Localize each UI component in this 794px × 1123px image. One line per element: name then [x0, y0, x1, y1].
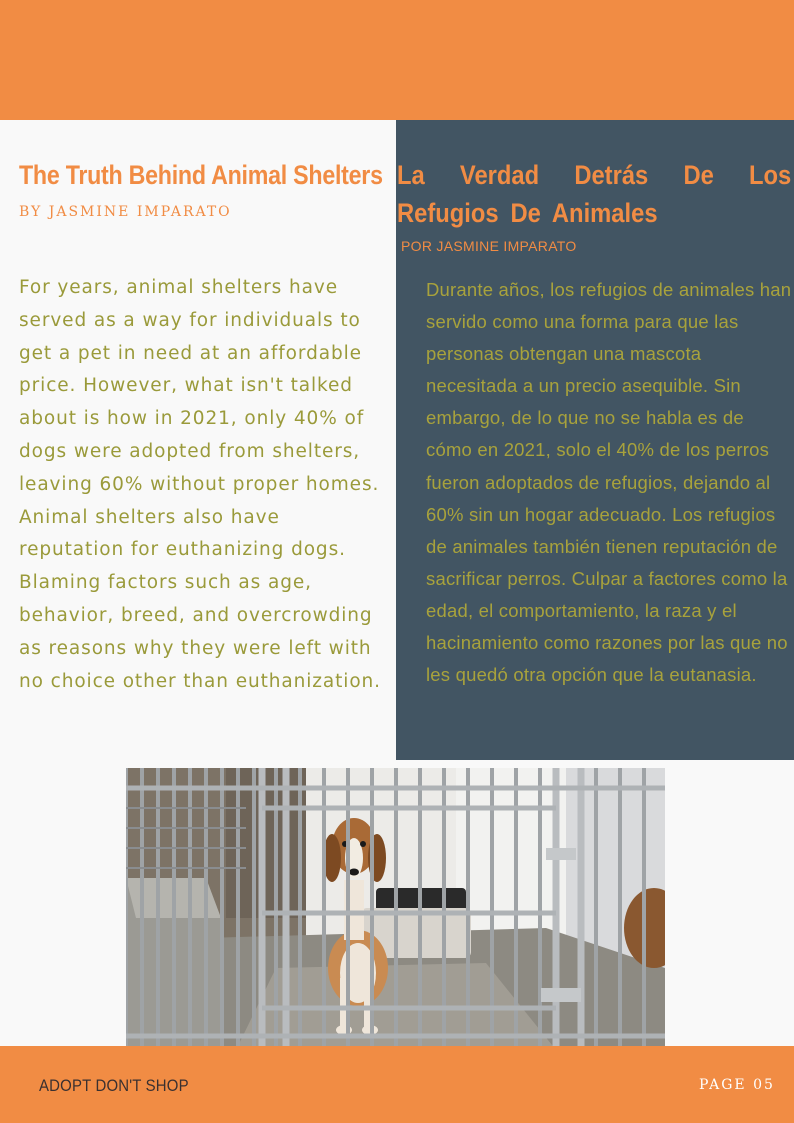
spanish-body: Durante años, los refugios de animales han servido como una forma para que las personas obtengan una mascota necesitada a un precio asequible. Sin embargo, de lo que no se habla es de cómo en 2021, solo el 40% de los perros fueron adoptados de refugios, dejando al 60% sin un hogar adecuado. Los refugios de animales también tienen reputación de sacrificar perros. Culpar a factores como la edad, el comportamiento, la raza y el hacinamiento como razones por las que no les quedó otra opción que la eutanasia. — [426, 279, 792, 686]
english-title: The Truth Behind Animal Shelters — [19, 160, 383, 190]
spanish-title: La Verdad Detrás De Los Refugios De Animales — [397, 160, 792, 228]
header-band — [0, 0, 794, 120]
english-byline: BY JASMINE IMPARATO — [19, 204, 232, 220]
spanish-byline: POR JASMINE IMPARATO — [401, 238, 577, 254]
dog-in-kennel-image — [126, 768, 665, 1050]
english-body: For years, animal shelters have served as a way for individuals to get a pet in need at an affordable price. However, what isn't talked about is how in 2021, only 40% of dogs were adopted from shelters, leaving 60% without proper homes. Animal shelters also have reputation for euthanizing dogs. Blaming factors such as age, behavior, breed, and overcrowding as reasons why they were left with no choice other than euthanization. — [19, 277, 381, 692]
shelter-dog-photo — [126, 768, 665, 1050]
footer-slogan: ADOPT DON'T SHOP — [39, 1076, 189, 1095]
page-number: PAGE 05 — [699, 1077, 775, 1093]
